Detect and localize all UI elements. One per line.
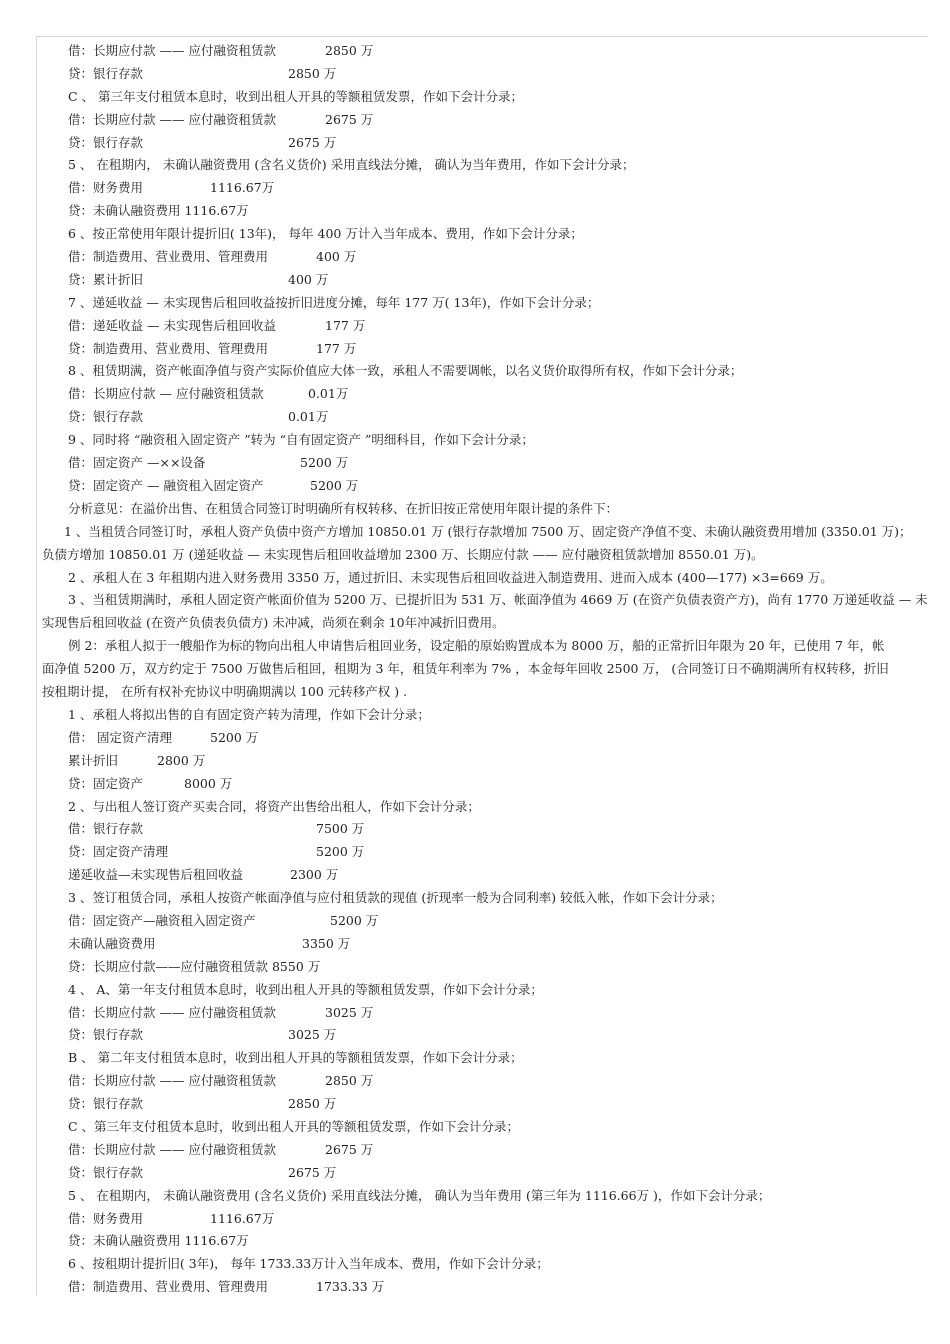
entry-line: [0, 40, 950, 63]
entry-text: 贷：制造费用、营业费用、管理费用: [68, 340, 269, 356]
entry-line: [0, 818, 950, 841]
entry-text: 贷：银行存款: [68, 1096, 144, 1112]
entry-line: [0, 429, 950, 452]
page-top-border: [36, 36, 928, 37]
entry-text: 递延收益—未实现售后租回收益: [68, 867, 244, 883]
entries-block-b: [0, 704, 950, 1299]
entry-line: [0, 773, 950, 796]
entry-text: C 、 第三年支付租赁本息时，收到出租人开具的等额租赁发票，作如下会计分录；: [68, 88, 524, 104]
entry-line: [0, 1139, 950, 1162]
entry-text: 借：长期应付款 — 应付融资租赁款: [68, 386, 264, 402]
text-line: 2 、承租人在 3 年租期内进入财务费用 3350 万，通过折旧、未实现售后租回收益进入制造费用、进而入成本 (400—177) ×3=669 万。: [68, 569, 833, 585]
entry-amount: 0.01万: [308, 386, 349, 402]
entry-text: 借： 固定资产清理: [68, 729, 172, 745]
entry-line: [0, 1002, 950, 1025]
entry-line: [0, 475, 950, 498]
entry-amount: 2675 万: [325, 1141, 374, 1157]
entry-text: 借：财务费用: [68, 180, 144, 196]
entry-amount: 177 万: [325, 317, 366, 333]
entry-text: 9 、同时将 “融资租入固定资产 ”转为 “自有固定资产 ”明细科目，作如下会计分录；: [68, 432, 534, 448]
entry-text: 累计折旧: [68, 752, 119, 768]
entry-line: [0, 452, 950, 475]
entry-line: [0, 292, 950, 315]
entry-line: [0, 132, 950, 155]
entry-amount: 2850 万: [288, 1096, 337, 1112]
entry-text: 贷：未确认融资费用 1116.67万: [68, 1233, 249, 1249]
entry-line: [0, 109, 950, 132]
entry-text: 贷：银行存款: [68, 134, 144, 150]
analysis-paragraph-1: [0, 521, 950, 567]
entry-amount: 5200 万: [330, 912, 379, 928]
entry-line: [0, 841, 950, 864]
text-line: 按租期计提， 在所有权补充协议中明确期满以 100 元转移产权 ) .: [42, 684, 408, 700]
entry-amount: 400 万: [316, 249, 357, 265]
text-line: 面净值 5200 万，双方约定于 7500 万做售后租回，租期为 3 年，租赁年利率为 7% ，本金每年回收 2500 万， (合同签订日不确期满所有权转移，折旧: [42, 661, 889, 677]
entry-amount: 2675 万: [288, 1164, 337, 1180]
entry-text: 贷：累计折旧: [68, 271, 144, 287]
analysis-paragraph-3: [0, 589, 950, 635]
entry-text: 借：制造费用、营业费用、管理费用: [68, 249, 269, 265]
entry-text: 6 、按租期计提折旧( 3年)， 每年 1733.33万计入当年成本、费用，作如下会计分录；: [68, 1256, 549, 1272]
entry-text: 借：银行存款: [68, 821, 144, 837]
entry-text: 贷：固定资产 — 融资租入固定资产: [68, 477, 264, 493]
entry-line: [0, 864, 950, 887]
entry-line: [0, 887, 950, 910]
entry-line: [0, 338, 950, 361]
entry-line: [0, 1070, 950, 1093]
entry-line: [0, 1047, 950, 1070]
entry-amount: 1116.67万: [210, 1210, 275, 1226]
entry-line: [0, 1116, 950, 1139]
entry-line: [0, 246, 950, 269]
entry-amount: 0.01万: [288, 409, 329, 425]
entry-text: 5 、 在租期内， 未确认融资费用 (含名义货价) 采用直线法分摊， 确认为当年费用，作如下会计分录；: [68, 157, 635, 173]
entry-amount: 2850 万: [288, 65, 337, 81]
entry-line: [0, 1162, 950, 1185]
entry-text: 2 、与出租人签订资产买卖合同，将资产出售给出租人，作如下会计分录；: [68, 798, 480, 814]
entry-amount: 3025 万: [325, 1004, 374, 1020]
entry-text: 贷：固定资产清理: [68, 844, 169, 860]
example-2-paragraph: [0, 635, 950, 704]
entry-line: [0, 750, 950, 773]
entry-amount: 3350 万: [302, 935, 351, 951]
entry-text: B 、 第二年支付租赁本息时，收到出租人开具的等额租赁发票，作如下会计分录；: [68, 1050, 523, 1066]
entry-amount: 2675 万: [288, 134, 337, 150]
entry-amount: 177 万: [316, 340, 357, 356]
entry-text: 分析意见：在溢价出售、在租赁合同签订时明确所有权转移、在折旧按正常使用年限计提的条件下：: [68, 500, 619, 516]
entry-line: [0, 86, 950, 109]
entry-line: [0, 704, 950, 727]
entry-amount: 2800 万: [157, 752, 206, 768]
entry-line: [0, 1276, 950, 1299]
entry-text: 6 、按正常使用年限计提折旧( 13年)， 每年 400 万计入当年成本、费用，作如下会计分录；: [68, 226, 583, 242]
entry-text: 未确认融资费用: [68, 935, 156, 951]
entry-text: 3 、签订租赁合同，承租人按资产帐面净值与应付租赁款的现值 (折现率一般为合同利率) 较低入帐，作如下会计分录；: [68, 890, 723, 906]
entry-text: 借：固定资产 —××设备: [68, 455, 206, 471]
entry-line: [0, 796, 950, 819]
entry-text: C 、第三年支付租赁本息时，收到出租人开具的等额租赁发票，作如下会计分录；: [68, 1118, 520, 1134]
entry-text: 借：长期应付款 —— 应付融资租赁款: [68, 1141, 276, 1157]
entries-block-a: [0, 40, 950, 521]
entry-amount: 2850 万: [325, 43, 374, 58]
entry-line: [0, 1024, 950, 1047]
entry-text: 借：财务费用: [68, 1210, 144, 1226]
entry-text: 贷：银行存款: [68, 1164, 144, 1180]
entry-text: 1 、承租人将拟出售的自有固定资产转为清理，作如下会计分录；: [68, 706, 430, 722]
entry-amount: 3025 万: [288, 1027, 337, 1043]
entry-amount: 1116.67万: [210, 180, 275, 196]
entry-line: [0, 269, 950, 292]
text-line: 例 2：承租人拟于一艘船作为标的物向出租人申请售后租回业务，设定船的原始购置成本为 8000 万，船的正常折旧年限为 20 年，已使用 7 年，帐: [68, 638, 885, 654]
entry-line: [0, 956, 950, 979]
entry-line: [0, 360, 950, 383]
entry-text: 贷：银行存款: [68, 65, 144, 81]
entry-line: [0, 979, 950, 1002]
entry-line: [0, 1253, 950, 1276]
text-line: 3 、当租赁期满时，承租人固定资产帐面价值为 5200 万、已提折旧为 531 万、帐面净值为 4669 万 (在资产负债表资产方)，尚有 1770 万递延收益 — 未: [68, 592, 928, 608]
entry-line: [0, 933, 950, 956]
entry-text: 借：长期应付款 —— 应付融资租赁款: [68, 1073, 276, 1089]
text-line: 1 、当租赁合同签订时，承租人资产负债中资产方增加 10850.01 万 (银行存款增加 7500 万、固定资产净值不变、未确认融资费用增加 (3350.01 万)；: [64, 523, 912, 539]
entry-text: 4 、 A、第一年支付租赁本息时，收到出租人开具的等额租赁发票，作如下会计分录；: [68, 981, 543, 997]
entry-amount: 5200 万: [316, 844, 365, 860]
entry-amount: 1733.33 万: [316, 1279, 385, 1295]
entry-text: 贷：银行存款: [68, 1027, 144, 1043]
entry-line: [0, 63, 950, 86]
entry-line: [0, 154, 950, 177]
entry-amount: 2850 万: [325, 1073, 374, 1089]
entry-line: [0, 177, 950, 200]
text-line: 实现售后租回收益 (在资产负债表负债方) 未冲减，尚须在剩余 10年冲减折旧费用。: [42, 615, 505, 631]
entry-text: 贷：长期应付款——应付融资租赁款 8550 万: [68, 958, 321, 974]
entry-text: 借：递延收益 — 未实现售后租回收益: [68, 317, 276, 333]
entry-amount: 2675 万: [325, 111, 374, 127]
entry-line: [0, 406, 950, 429]
entry-text: 5 、 在租期内， 未确认融资费用 (含名义货价) 采用直线法分摊， 确认为当年费用 (第三年为 1116.66万 )，作如下会计分录；: [68, 1187, 771, 1203]
text-line: 负债方增加 10850.01 万 (递延收益 — 未实现售后租回收益增加 2300 万、长期应付款 —— 应付融资租赁款增加 8550.01 万)。: [42, 546, 764, 562]
entry-amount: 8000 万: [184, 775, 233, 791]
entry-text: 借：固定资产—融资租入固定资产: [68, 912, 256, 928]
entry-text: 7 、递延收益 — 未实现售后租回收益按折旧进度分摊，每年 177 万( 13年)，作如下会计分录；: [68, 294, 600, 310]
entry-text: 贷：未确认融资费用 1116.67万: [68, 203, 249, 219]
entry-amount: 2300 万: [290, 867, 339, 883]
entry-line: [0, 223, 950, 246]
entry-line: [0, 1185, 950, 1208]
entry-line: [0, 383, 950, 406]
entry-line: [0, 1093, 950, 1116]
entry-amount: 400 万: [288, 271, 329, 287]
entry-line: [0, 200, 950, 223]
entry-line: [0, 315, 950, 338]
document-body: [0, 40, 950, 1299]
entry-line: [0, 1208, 950, 1231]
entry-line: [0, 1230, 950, 1253]
entry-text: 贷：银行存款: [68, 409, 144, 425]
entry-amount: 5200 万: [300, 455, 349, 471]
entry-text: 贷：固定资产: [68, 775, 144, 791]
entry-amount: 7500 万: [316, 821, 365, 837]
entry-text: 借：长期应付款 —— 应付融资租赁款: [68, 43, 276, 58]
entry-text: 借：制造费用、营业费用、管理费用: [68, 1279, 269, 1295]
entry-text: 借：长期应付款 —— 应付融资租赁款: [68, 111, 276, 127]
entry-line: [0, 498, 950, 521]
entry-amount: 5200 万: [310, 477, 359, 493]
entry-text: 借：长期应付款 —— 应付融资租赁款: [68, 1004, 276, 1020]
entry-amount: 5200 万: [210, 729, 259, 745]
entry-line: [0, 910, 950, 933]
analysis-paragraph-2: [0, 567, 950, 590]
entry-line: [0, 727, 950, 750]
entry-text: 8 、租赁期满，资产帐面净值与资产实际价值应大体一致，承租人不需要调帐，以名义货价取得所有权，作如下会计分录；: [68, 363, 743, 379]
